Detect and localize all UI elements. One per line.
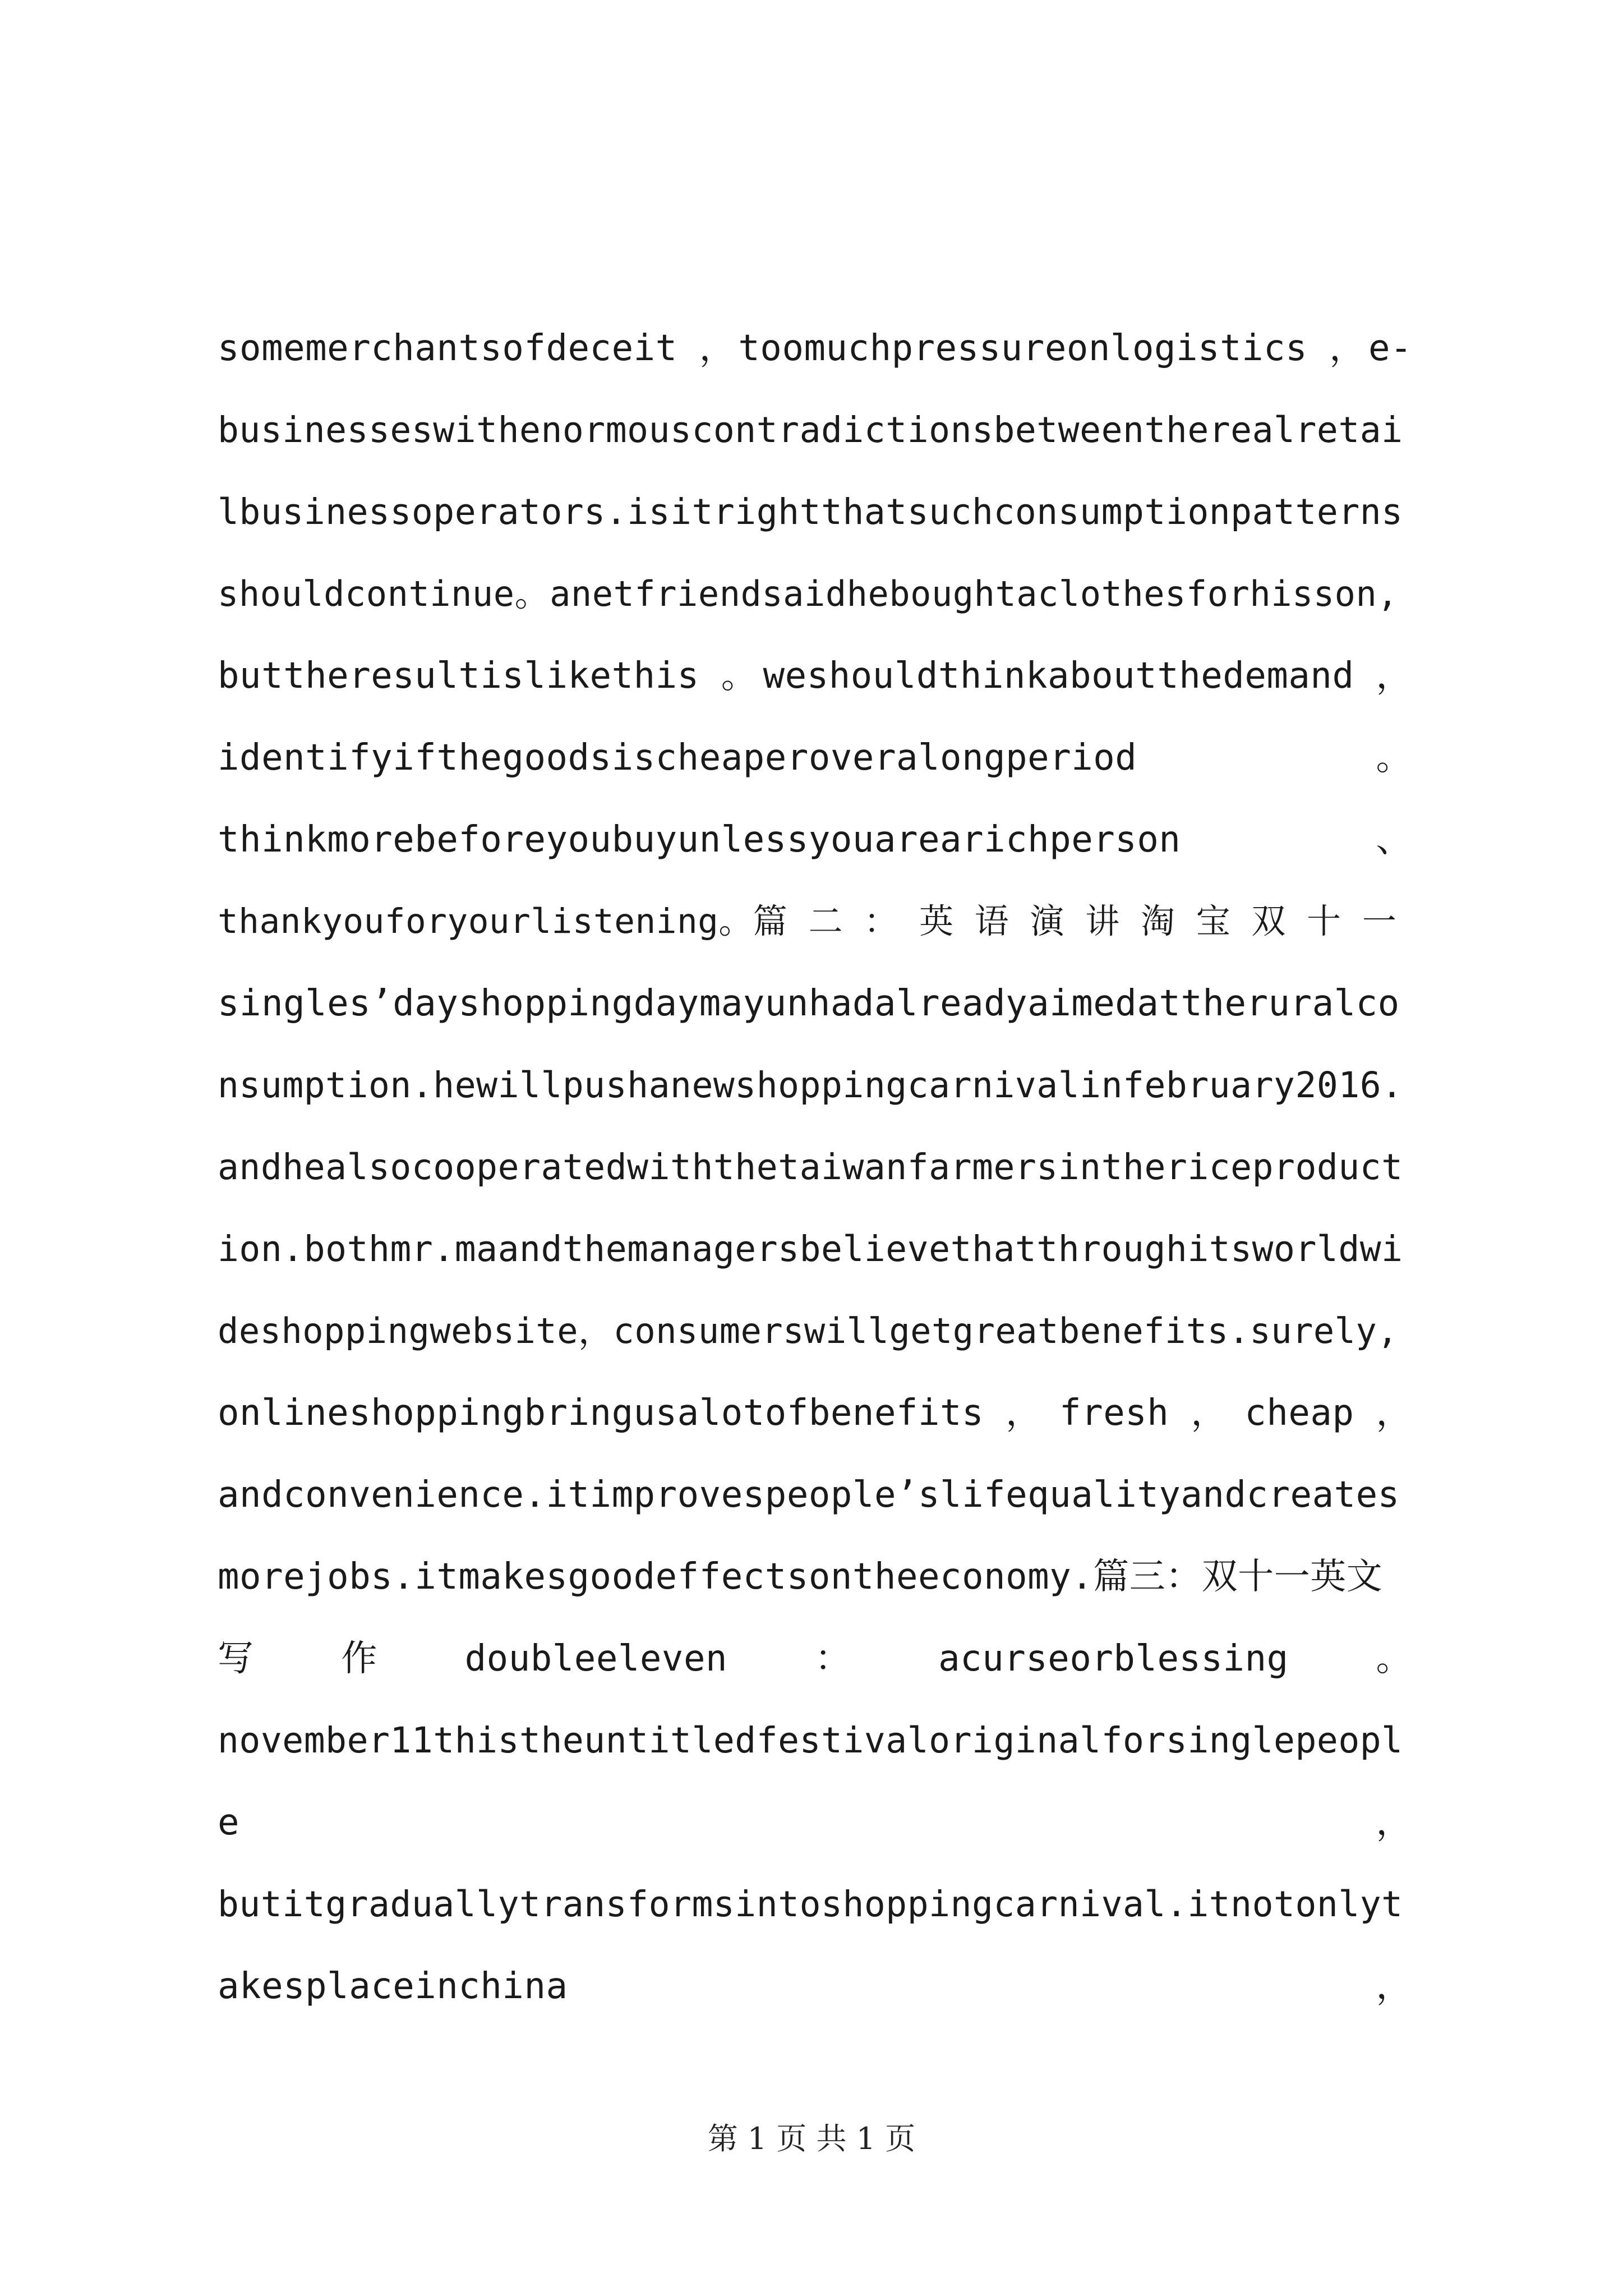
text-segment: toomuchpressureonlogistics ， xyxy=(738,328,1366,369)
text-segment: nsumption.hewillpushanewshoppingcarnivalinfebruary2016. xyxy=(218,1065,1403,1106)
text-segment: 。 xyxy=(1376,1638,1412,1680)
text-line xyxy=(218,1700,1412,1782)
text-segment: businesseswithenormouscontradictionsbetweentherealretai xyxy=(218,409,1403,450)
text-segment: ， xyxy=(1376,1966,1412,2007)
text-line xyxy=(218,1045,1412,1126)
text-line xyxy=(218,1618,1412,1700)
text-segment: 作 xyxy=(341,1638,377,1680)
text-line xyxy=(218,1536,1412,1618)
text-line xyxy=(218,553,1412,635)
text-line xyxy=(218,881,1412,963)
page-footer: 第 1 页 共 1 页 xyxy=(707,2121,916,2156)
text-line xyxy=(218,471,1412,553)
text-segment: e xyxy=(218,1802,240,1843)
text-line xyxy=(218,1290,1412,1372)
text-line xyxy=(218,1782,1412,1864)
text-segment: onlineshoppingbringusalotofbenefits ， xyxy=(218,1392,1042,1434)
text-segment: 写 xyxy=(218,1638,254,1680)
text-segment: thankyouforyourlistening。篇 二 ： 英 语 演 讲 淘 宝 双 十 一 xyxy=(218,901,1397,941)
text-line xyxy=(218,1454,1412,1536)
text-segment: somemerchantsofdeceit ， xyxy=(218,328,736,369)
text-segment: andconvenience.itimprovespeople’slifequalityandcreates xyxy=(218,1474,1400,1516)
text-line xyxy=(218,389,1412,471)
text-segment: andhealsocooperatedwiththetaiwanfarmersinthericeproduct xyxy=(218,1147,1403,1188)
text-segment: cheap ， xyxy=(1244,1392,1412,1434)
text-segment: lbusinessoperators.isitrightthatsuchconsumptionpatterns xyxy=(218,491,1403,532)
text-segment: deshoppingwebsite，consumerswillgetgreatbenefits.surely, xyxy=(218,1310,1399,1351)
text-segment: akesplaceinchina xyxy=(218,1966,568,2007)
text-segment: thinkmorebeforeyoubuyunlessyouarearichperson xyxy=(218,819,1181,861)
text-line xyxy=(218,1945,1412,2027)
text-line xyxy=(218,1126,1412,1208)
text-line xyxy=(218,1208,1412,1290)
text-line xyxy=(218,635,1412,717)
text-segment: singles’dayshoppingdaymayunhadalreadyaimedattheruralco xyxy=(218,983,1400,1024)
text-segment: doubleeleven xyxy=(464,1638,727,1680)
text-segment: ： xyxy=(814,1638,851,1680)
text-segment: 。 xyxy=(1376,737,1412,779)
text-line xyxy=(218,963,1412,1045)
text-segment: identifyifthegoodsischeaperoveralongperiod xyxy=(218,737,1137,779)
text-line xyxy=(218,799,1412,881)
text-segment: november11thistheuntitledfestivaloriginalforsinglepeopl xyxy=(218,1720,1403,1761)
text-line xyxy=(218,1864,1412,1945)
text-line xyxy=(218,1372,1412,1454)
text-segment: morejobs.itmakesgoodeffectsontheeconomy.篇三：双十一英文 xyxy=(218,1556,1383,1598)
text-segment: e- xyxy=(1368,328,1412,369)
text-segment: buttheresultislikethis 。 xyxy=(218,655,758,697)
body-text xyxy=(218,307,1412,2027)
text-segment: butitgraduallytransformsintoshoppingcarnival.itnotonlyt xyxy=(218,1884,1403,1925)
text-segment: ion.bothmr.maandthemanagersbelievethatthroughitsworldwi xyxy=(218,1228,1403,1269)
text-line xyxy=(218,717,1412,799)
text-segment: ， xyxy=(1376,1802,1412,1843)
text-segment: acurseorblessing xyxy=(938,1638,1289,1680)
text-segment: weshouldthinkaboutthedemand ， xyxy=(763,655,1412,697)
text-line xyxy=(218,307,1412,389)
text-segment: fresh ， xyxy=(1059,1392,1227,1434)
text-segment: shouldcontinue。anetfriendsaidheboughtaclothesforhisson, xyxy=(218,573,1399,614)
text-segment: 、 xyxy=(1376,819,1412,861)
